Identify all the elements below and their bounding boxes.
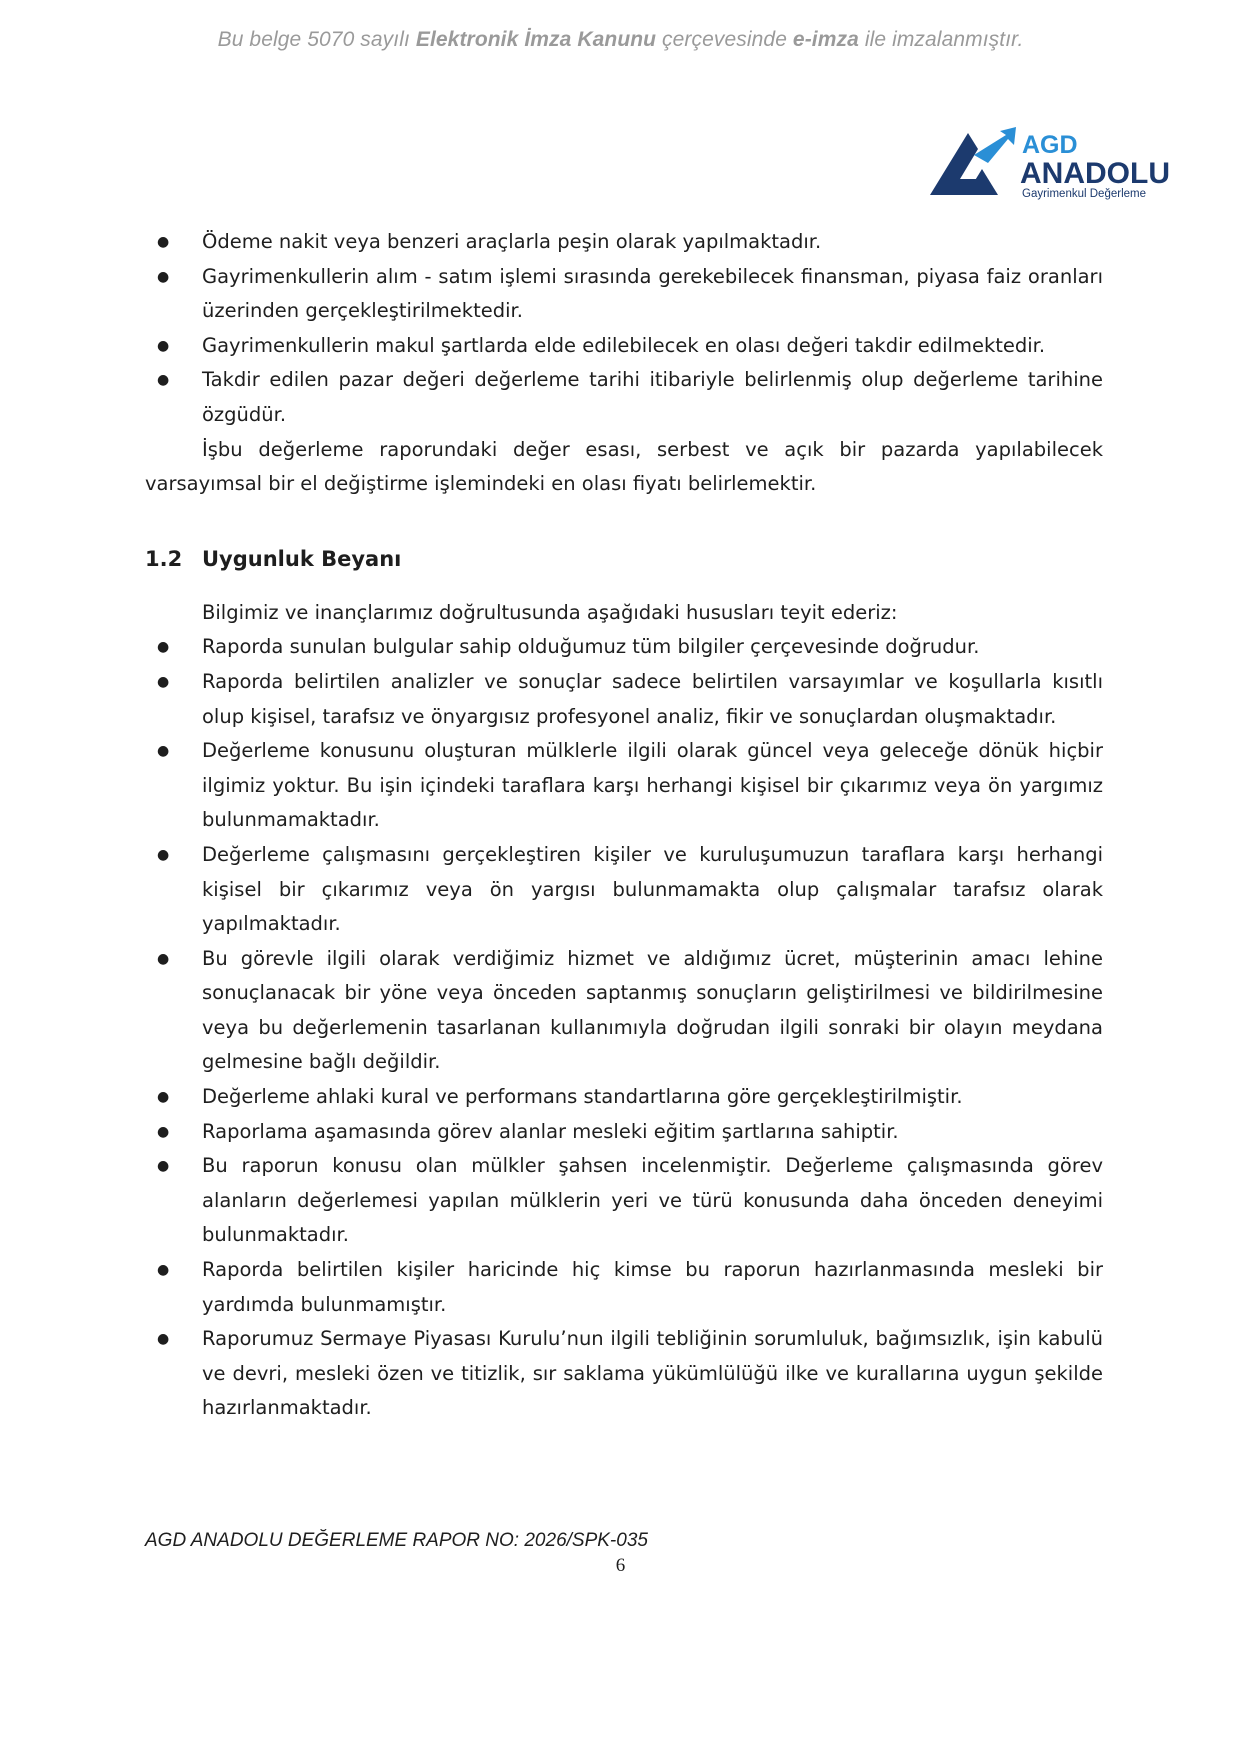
list-item-text: Takdir edilen pazar değeri değerleme tarihi itibariyle belirlenmiş olup değerleme tarihine özgüdür. <box>202 368 1103 426</box>
value-basis-paragraph: İşbu değerleme raporundaki değer esası, serbest ve açık bir pazarda yapılabilecek varsayımsal bir el değiştirme işlemindeki en olası fiyatı belirlemektir. <box>145 437 1103 496</box>
list-item <box>145 363 1103 432</box>
bullet-icon: ● <box>157 846 170 863</box>
bullet-icon: ● <box>157 1262 170 1279</box>
compliance-list <box>145 630 1103 1426</box>
section-intro: Bilgimiz ve inançlarımız doğrultusunda aşağıdaki hususları teyit ederiz: <box>202 600 898 624</box>
list-item <box>145 1149 1103 1253</box>
document-body <box>145 225 1103 1426</box>
page-number: 6 <box>615 1555 626 1576</box>
logo-tagline: Gayrimenkul Değerleme <box>1022 188 1146 200</box>
list-item <box>145 1322 1103 1426</box>
list-item-text: Değerleme ahlaki kural ve performans standartlarına göre gerçekleştirilmiştir. <box>202 1085 963 1109</box>
list-item-text: Raporda sunulan bulgular sahip olduğumuz tüm bilgiler çerçevesinde doğrudur. <box>202 635 980 659</box>
banner-text-2: çerçevesinde <box>656 28 793 51</box>
logo-mark-icon <box>930 125 1205 200</box>
logo-arrow-shape <box>974 127 1016 163</box>
list-item-text: Raporumuz Sermaye Piyasası Kurulu’nun ilgili tebliğinin sorumluluk, bağımsızlık, işin kabulü ve devri, mesleki özen ve titizlik, sır saklama yükümlülüğü ilke ve kurallarına uygun şekilde hazırlanmaktadır. <box>202 1327 1103 1420</box>
bullet-icon: ● <box>157 234 170 250</box>
list-item <box>145 225 1103 260</box>
list-item-text: Raporlama aşamasında görev alanlar mesleki eğitim şartlarına sahiptir. <box>202 1119 899 1143</box>
list-item <box>145 838 1103 942</box>
bullet-icon: ● <box>157 268 170 285</box>
assumptions-list <box>145 225 1103 433</box>
bullet-icon: ● <box>157 1331 170 1348</box>
bullet-icon: ● <box>157 673 170 690</box>
list-item-text: Ödeme nakit veya benzeri araçlarla peşin olarak yapılmaktadır. <box>202 230 822 253</box>
list-item <box>145 630 1103 665</box>
list-item-text: Raporda belirtilen kişiler haricinde hiç kimse bu raporun hazırlanmasında mesleki bir yardımda bulunmamıştır. <box>202 1258 1103 1316</box>
bullet-icon: ● <box>157 1089 170 1106</box>
list-item-text: Bu raporun konusu olan mülkler şahsen incelenmiştir. Değerleme çalışmasında görev alanların değerlemesi yapılan mülklerin yeri ve türü konusunda daha önceden deneyimi bulunmaktadır. <box>202 1154 1103 1247</box>
list-item <box>145 734 1103 838</box>
list-item-text: Raporda belirtilen analizler ve sonuçlar sadece belirtilen varsayımlar ve koşullarla kısıtlı olup kişisel, tarafsız ve önyargısız profesyonel analiz, fikir ve sonuçlardan oluşmaktadır. <box>202 669 1103 728</box>
list-item <box>145 329 1103 364</box>
logo-anadolu: ANADOLU <box>1020 157 1170 190</box>
company-logo <box>930 125 1205 200</box>
logo-agd: AGD <box>1022 131 1078 159</box>
section-number: 1.2 <box>145 546 183 571</box>
footer-report-number: AGD ANADOLU DEĞERLEME RAPOR NO: 2026/SPK-035 <box>145 1530 648 1551</box>
section-heading <box>145 542 1103 576</box>
bullet-icon: ● <box>157 372 170 389</box>
list-item <box>145 1115 1103 1150</box>
list-item-text: Bu görevle ilgili olarak verdiğimiz hizmet ve aldığımız ücret, müşterinin amacı lehine sonuçlanacak bir yöne veya önceden saptanmış sonuçların geliştirilmesi ve bildirilmesine veya bu değerlemenin tasarlanan kullanımıyla doğrudan ilgili sonraki bir olayın meydana gelmesine bağlı değildir. <box>202 946 1103 1074</box>
e-signature-banner <box>0 28 1241 52</box>
bullet-icon: ● <box>157 743 170 760</box>
bullet-icon: ● <box>157 1158 170 1175</box>
bullet-icon: ● <box>157 639 170 656</box>
list-item-text: Değerleme çalışmasını gerçekleştiren kişiler ve kuruluşumuzun taraflara karşı herhangi kişisel bir çıkarımız veya ön yargısı bulunmamakta olup çalışmalar tarafsız olarak yapılmaktadır. <box>202 842 1103 936</box>
banner-bold-eimza: e-imza <box>792 28 859 51</box>
banner-bold-law: Elektronik İmza Kanunu <box>415 28 657 51</box>
bullet-icon: ● <box>157 337 170 354</box>
list-item <box>145 260 1103 329</box>
list-item-text: Değerleme konusunu oluşturan mülklerle ilgili olarak güncel veya geleceğe dönük hiçbir ilgimiz yoktur. Bu işin içindeki taraflara karşı herhangi kişisel bir çıkarımız veya ön yargımız bulunmamaktadır. <box>202 739 1103 832</box>
section-title: Uygunluk Beyanı <box>202 546 402 571</box>
list-item-text: Gayrimenkullerin alım - satım işlemi sırasında gerekebilecek finansman, piyasa faiz oranları üzerinden gerçekleştirilmektedir. <box>202 264 1103 323</box>
list-item <box>145 1080 1103 1115</box>
banner-text-1: Bu belge 5070 sayılı <box>217 28 416 51</box>
bullet-icon: ● <box>157 1123 170 1140</box>
list-item-text: Gayrimenkullerin makul şartlarda elde edilebilecek en olası değeri takdir edilmektedir. <box>202 333 1046 357</box>
list-item <box>145 1253 1103 1322</box>
list-item <box>145 942 1103 1080</box>
banner-text-3: ile imzalanmıştır. <box>858 28 1024 51</box>
list-item <box>145 665 1103 734</box>
bullet-icon: ● <box>157 950 170 967</box>
